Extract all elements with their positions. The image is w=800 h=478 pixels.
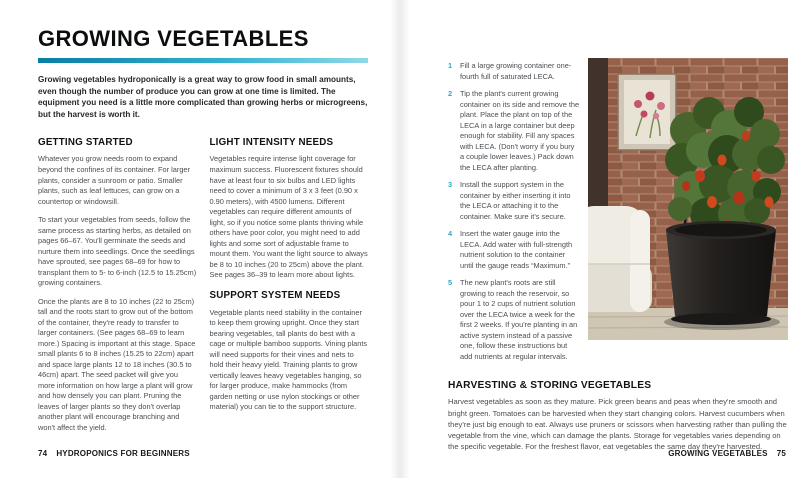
step-number: 1 xyxy=(448,61,453,70)
two-column-layout xyxy=(38,134,368,442)
step-text: Insert the water gauge into the LECA. Add water with full-strength nutrient solution to the container until the gauge reads “Maximum.” xyxy=(460,229,573,270)
body-paragraph: To start your vegetables from seeds, follow the same process as starting herbs, as detailed on pages 66–67. You'll germinate the seeds and nurture them into seedlings. Once the seedlings have sprouted, see pages 68–69 for how to transplant them to 5- to 6-inch (12.5 to 15.25cm) growing containers. xyxy=(38,215,197,288)
list-item xyxy=(448,278,580,362)
section-heading-getting-started: GETTING STARTED xyxy=(38,136,133,148)
list-item xyxy=(448,229,580,271)
body-paragraph: Once the plants are 8 to 10 inches (22 to 25cm) tall and the roots start to grow out of the bottom of the container, they're ready to transfer to larger containers. (See pages 68–69 to learn more.) Spacing is important at this stage. Space small plants 6 to 8 inches (15.25 to 22cm) apart and space large plants 12 to 18 inches (30.5 to 46cm) apart. The seed packet will give you more information on how large a plant will grow and how densely you can plant. Pruning the leaves of larger plants so they don't overlap another plant will encourage branching and won't affect the yield. xyxy=(38,296,196,432)
section-heading-support-system: SUPPORT SYSTEM NEEDS xyxy=(209,289,341,301)
book-title: HYDROPONICS FOR BEGINNERS xyxy=(56,449,190,458)
pepper-plant-photo xyxy=(588,58,788,340)
page-footer-left xyxy=(38,449,190,458)
step-number: 2 xyxy=(448,89,453,99)
column-light-support xyxy=(210,134,369,442)
body-paragraph: Vegetable plants need stability in the container to keep them growing upright. Once they start bearing vegetables, tall plants do best with a cage or multiple bamboo supports. Vining plants will need supports for their vines and nets to hold their heavy yield. Training plants to grow vertically leaves heavy vegetables hanging, so for larger produce, make hammocks (from garden netting or use nylon stockings or other material) you can tie to the support structure. xyxy=(209,307,368,412)
section-heading-light-intensity: LIGHT INTENSITY NEEDS xyxy=(209,136,334,148)
body-paragraph: Whatever you grow needs room to expand beyond the confines of its container. For larger plants, consider a sunroom or patio. Smaller plants, such as leaf lettuces, can grow on a countertop or windowsill. xyxy=(38,154,191,206)
step-text: Fill a large growing container one-fourth full of saturated LECA. xyxy=(460,61,572,81)
plant-photo-illustration xyxy=(588,58,788,340)
section-heading-harvesting: HARVESTING & STORING VEGETABLES xyxy=(448,380,652,392)
body-paragraph: Vegetables require intense light coverage for maximum success. Fluorescent fixtures should have at least four to six bulbs and LED lights need to cover a minimum of 3 x 3 feet (0.90 x 0.90 meters), with 4500 lumens. Different vegetables can require different amounts of light, so if you notice some plants thriving while others have poor color, you might need to add lights and some sort of adjustable frame to mount them. You want the light source to always be 8 to 10 inches (20 to 25cm) above the plant. See pages 36–39 to learn more about lights. xyxy=(209,154,368,280)
page-number: 74 xyxy=(38,449,48,458)
list-item xyxy=(448,180,580,222)
step-number: 4 xyxy=(448,229,453,239)
intro-paragraph: Growing vegetables hydroponically is a great way to grow food in small amounts, even though the number of produce you can grow at one time is limited. The equipment you need is a little more complicated than growing herbs or microgreens, but the harvest is worth it. xyxy=(38,75,368,119)
steps-and-photo-row xyxy=(448,58,788,369)
title-accent-bar xyxy=(38,58,368,63)
page-number: 75 xyxy=(776,449,786,458)
list-item xyxy=(448,89,580,173)
framed-flower-picture xyxy=(618,74,676,150)
step-text: The new plant's roots are still growing to reach the reservoir, so pour 1 to 2 cups of nutrient solution over the LECA twice a week for the first 2 weeks. If you're planting in an active system instead of a passive one, follow these instructions but add nutrients at regular intervals. xyxy=(460,278,578,361)
step-text: Install the support system in the container by either inserting it into the LECA or attaching it to the container. Make sure it's secure. xyxy=(460,180,571,221)
step-number: 3 xyxy=(448,180,453,190)
armchair xyxy=(588,206,652,312)
page-title: GROWING VEGETABLES xyxy=(38,26,309,51)
step-number: 5 xyxy=(448,278,453,288)
instruction-steps xyxy=(448,61,580,369)
chapter-title: GROWING VEGETABLES xyxy=(668,449,768,458)
column-getting-started xyxy=(38,134,197,442)
planter-pot xyxy=(664,221,780,330)
list-item xyxy=(448,61,580,82)
page-right xyxy=(400,0,800,478)
harvesting-paragraph: Harvest vegetables as soon as they mature. Pick green beans and peas when they're smooth and bright green. Tomatoes can be harvested when they start changing colors. Harvest cucumbers when they're just big enough to eat. Always use pruners or scissors when harvesting rather than pulling the vegetable from the vine, which can damage the plants. Storage for vegetables varies depending on the specific vegetable. For the freshest flavor, eat vegetables the same day they're harvested. xyxy=(448,397,787,452)
page-footer-right xyxy=(668,449,786,458)
step-text: Tip the plant's current growing container on its side and remove the plant. Place the plant on top of the LECA in a large container but deep enough for stability. Fill any spaces with LECA. (Don't worry if you bury a couple lower leaves.) Pack down the LECA after planting. xyxy=(460,89,580,172)
